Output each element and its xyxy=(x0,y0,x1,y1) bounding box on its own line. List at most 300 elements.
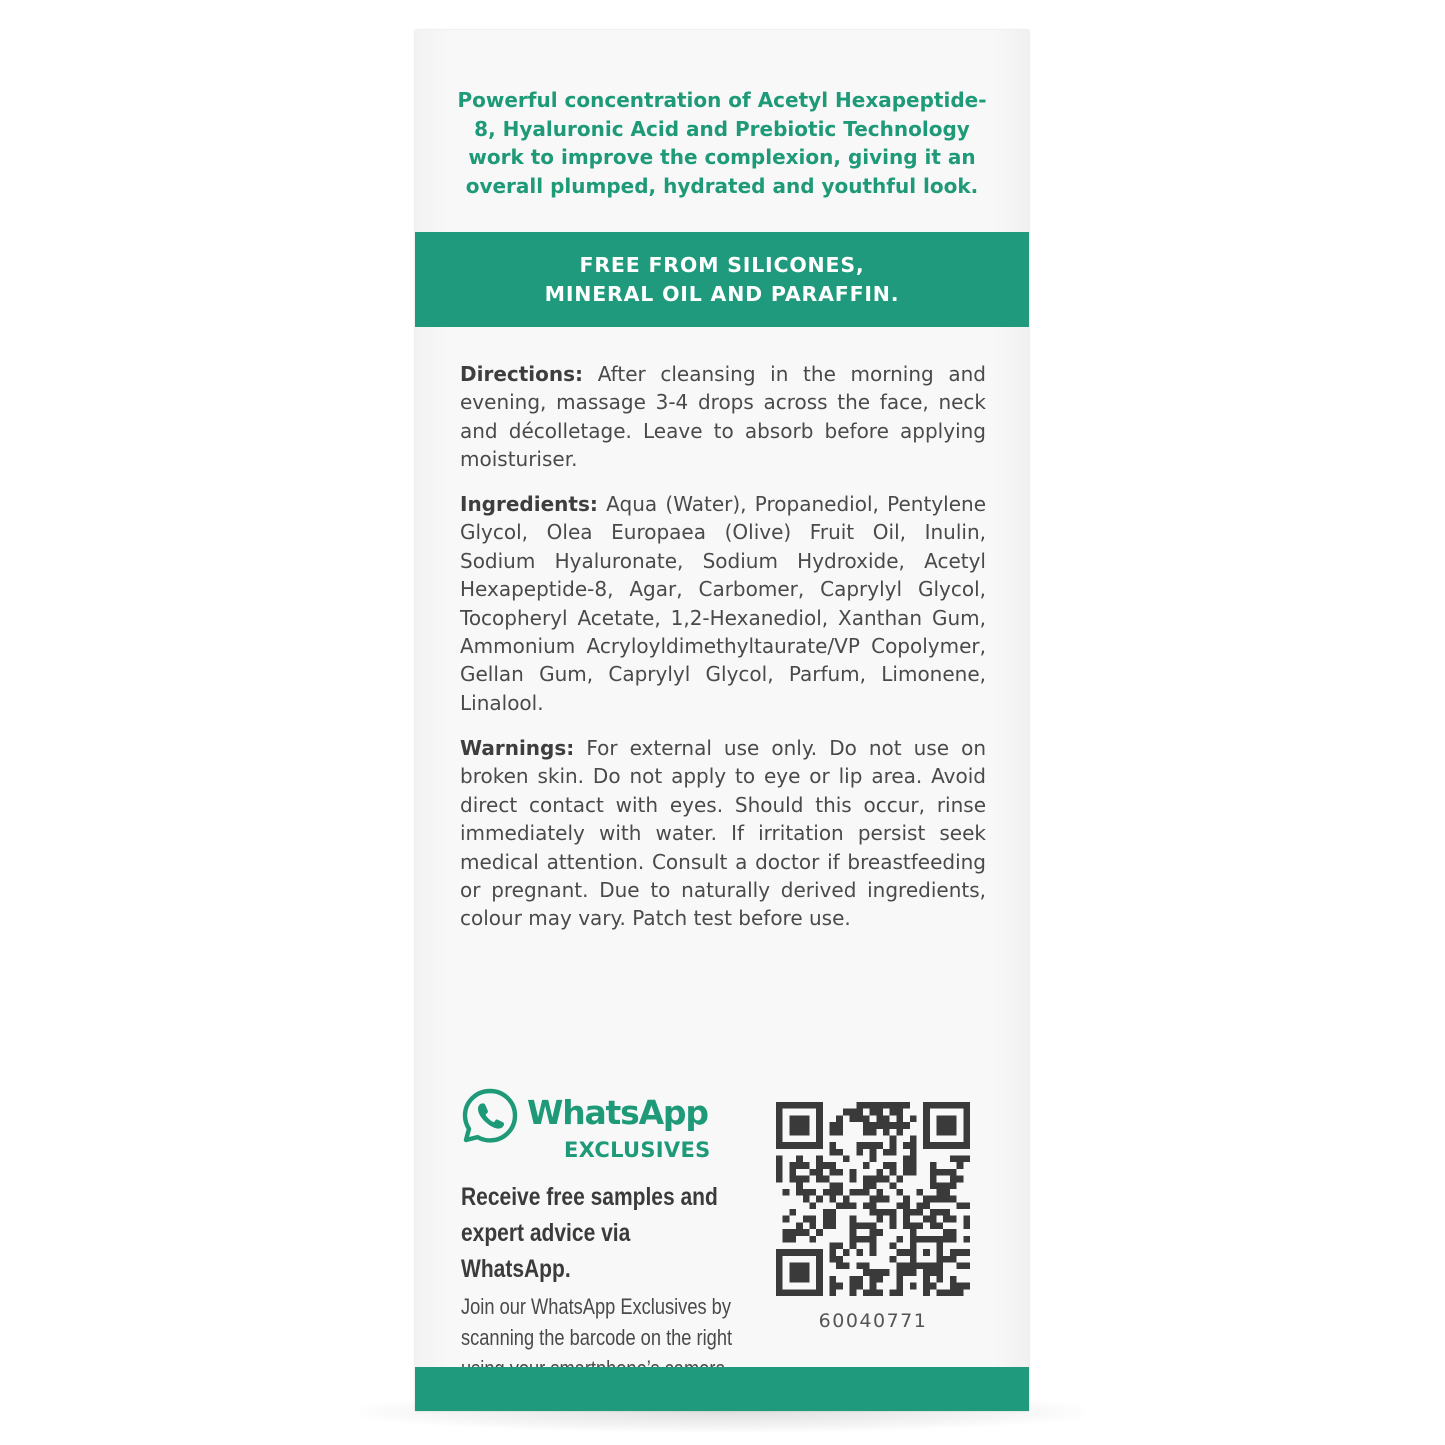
qr-module xyxy=(823,1189,830,1196)
qr-module xyxy=(963,1249,970,1256)
intro-claim: Powerful concentration of Acetyl Hexapeptide-8, Hyaluronic Acid and Prebiotic Technology work to improve the complexion, giving it an overall plumped, hydrated and youthful look. xyxy=(457,88,987,198)
qr-module xyxy=(916,1222,923,1229)
qr-module xyxy=(890,1256,897,1263)
qr-module xyxy=(937,1169,944,1176)
qr-module xyxy=(957,1283,964,1290)
qr-module xyxy=(876,1169,883,1176)
qr-finder-center xyxy=(789,1263,809,1283)
whatsapp-logo xyxy=(461,1087,751,1167)
qr-module xyxy=(930,1269,937,1276)
qr-module xyxy=(950,1182,957,1189)
qr-module xyxy=(950,1276,957,1283)
qr-module xyxy=(850,1169,857,1176)
qr-module xyxy=(789,1169,796,1176)
qr-module xyxy=(850,1109,857,1116)
qr-module xyxy=(923,1276,930,1283)
qr-module xyxy=(950,1169,957,1176)
qr-module xyxy=(803,1162,810,1169)
qr-module xyxy=(783,1236,790,1243)
qr-module xyxy=(890,1142,897,1149)
qr-module xyxy=(870,1209,877,1216)
qr-module xyxy=(890,1102,897,1109)
qr-module xyxy=(963,1216,970,1223)
qr-module xyxy=(870,1129,877,1136)
qr-module xyxy=(963,1222,970,1229)
directions-label: Directions: xyxy=(460,362,584,386)
qr-module xyxy=(943,1182,950,1189)
qr-module xyxy=(890,1109,897,1116)
qr-module xyxy=(950,1229,957,1236)
qr-module xyxy=(843,1156,850,1163)
qr-module xyxy=(850,1216,857,1223)
qr-module xyxy=(830,1196,837,1203)
qr-module xyxy=(870,1122,877,1129)
qr-module xyxy=(876,1269,883,1276)
qr-module xyxy=(950,1176,957,1183)
qr-module xyxy=(896,1269,903,1276)
qr-module xyxy=(910,1135,917,1142)
qr-module xyxy=(876,1196,883,1203)
qr-module xyxy=(870,1236,877,1243)
qr-module xyxy=(903,1216,910,1223)
qr-module xyxy=(930,1209,937,1216)
qr-module xyxy=(783,1216,790,1223)
qr-module xyxy=(870,1176,877,1183)
qr-module xyxy=(896,1189,903,1196)
qr-module xyxy=(856,1109,863,1116)
qr-module xyxy=(776,1169,783,1176)
qr-module xyxy=(903,1169,910,1176)
qr-module xyxy=(789,1236,796,1243)
qr-module xyxy=(876,1189,883,1196)
qr-code-number: 60040771 xyxy=(818,1310,928,1332)
qr-module xyxy=(930,1283,937,1290)
qr-module xyxy=(890,1182,897,1189)
qr-module xyxy=(863,1122,870,1129)
qr-module xyxy=(870,1196,877,1203)
qr-module xyxy=(943,1196,950,1203)
qr-module xyxy=(863,1189,870,1196)
qr-module xyxy=(903,1209,910,1216)
qr-module xyxy=(830,1249,837,1256)
qr-module xyxy=(776,1156,783,1163)
qr-module xyxy=(863,1182,870,1189)
qr-module xyxy=(830,1289,837,1296)
qr-module xyxy=(910,1283,917,1290)
qr-module xyxy=(870,1182,877,1189)
qr-module xyxy=(950,1236,957,1243)
qr-module xyxy=(950,1216,957,1223)
qr-module xyxy=(796,1156,803,1163)
qr-module xyxy=(943,1289,950,1296)
qr-module xyxy=(937,1276,944,1283)
qr-module xyxy=(876,1122,883,1129)
qr-module xyxy=(883,1149,890,1156)
qr-module xyxy=(916,1189,923,1196)
whatsapp-brand-name: WhatsApp xyxy=(527,1093,708,1132)
qr-module xyxy=(910,1269,917,1276)
qr-module xyxy=(890,1209,897,1216)
qr-module xyxy=(856,1189,863,1196)
qr-module xyxy=(856,1222,863,1229)
qr-module xyxy=(836,1189,843,1196)
qr-module xyxy=(903,1222,910,1229)
qr-module xyxy=(870,1229,877,1236)
qr-module xyxy=(896,1202,903,1209)
qr-module xyxy=(870,1102,877,1109)
qr-code xyxy=(776,1102,970,1296)
free-from-banner xyxy=(415,232,1029,327)
qr-module xyxy=(850,1202,857,1209)
qr-module xyxy=(856,1102,863,1109)
qr-module xyxy=(816,1196,823,1203)
qr-module xyxy=(903,1269,910,1276)
qr-module xyxy=(910,1162,917,1169)
qr-module xyxy=(896,1122,903,1129)
qr-module xyxy=(870,1202,877,1209)
qr-module xyxy=(863,1176,870,1183)
qr-module xyxy=(930,1216,937,1223)
qr-module xyxy=(816,1169,823,1176)
qr-module xyxy=(863,1202,870,1209)
warnings-text: For external use only. Do not use on broken skin. Do not apply to eye or lip area. Avoid direct contact with eyes. Should this occur, rinse immediately with water. If irritation persist seek medical attention. Consult a doctor if breastfeeding or pregnant. Due to naturally derived ingredients, colour may vary. Patch test before use. xyxy=(460,736,987,931)
qr-module xyxy=(903,1263,910,1270)
qr-module xyxy=(856,1115,863,1122)
qr-module xyxy=(896,1176,903,1183)
qr-module xyxy=(883,1209,890,1216)
qr-module xyxy=(809,1202,816,1209)
qr-module xyxy=(910,1149,917,1156)
qr-module xyxy=(903,1196,910,1203)
qr-module xyxy=(963,1202,970,1209)
qr-module xyxy=(843,1202,850,1209)
qr-module xyxy=(896,1129,903,1136)
qr-module xyxy=(957,1289,964,1296)
qr-module xyxy=(883,1122,890,1129)
qr-module xyxy=(876,1102,883,1109)
qr-module xyxy=(856,1263,863,1270)
qr-module xyxy=(836,1263,843,1270)
qr-module xyxy=(937,1289,944,1296)
qr-module xyxy=(830,1222,837,1229)
qr-module xyxy=(957,1249,964,1256)
qr-module xyxy=(796,1176,803,1183)
qr-module xyxy=(890,1169,897,1176)
qr-module xyxy=(957,1263,964,1270)
qr-alignment-center xyxy=(923,1249,930,1256)
warnings-label: Warnings: xyxy=(460,736,575,760)
qr-module xyxy=(950,1156,957,1163)
qr-module xyxy=(863,1102,870,1109)
qr-module xyxy=(809,1222,816,1229)
qr-module xyxy=(836,1283,843,1290)
qr-module xyxy=(823,1209,830,1216)
qr-module xyxy=(937,1182,944,1189)
qr-module xyxy=(923,1269,930,1276)
qr-module xyxy=(816,1162,823,1169)
qr-module xyxy=(850,1276,857,1283)
qr-module xyxy=(910,1209,917,1216)
qr-module xyxy=(863,1269,870,1276)
qr-module xyxy=(850,1242,857,1249)
qr-module xyxy=(836,1122,843,1129)
qr-module xyxy=(950,1289,957,1296)
qr-module xyxy=(943,1216,950,1223)
ingredients-label: Ingredients: xyxy=(460,492,598,516)
qr-module xyxy=(870,1289,877,1296)
qr-module xyxy=(876,1142,883,1149)
qr-module xyxy=(850,1229,857,1236)
qr-module xyxy=(789,1176,796,1183)
qr-module xyxy=(850,1176,857,1183)
qr-module xyxy=(896,1276,903,1283)
qr-module xyxy=(789,1209,796,1216)
qr-module xyxy=(830,1283,837,1290)
qr-module xyxy=(870,1222,877,1229)
qr-module xyxy=(783,1229,790,1236)
qr-module xyxy=(809,1216,816,1223)
qr-module xyxy=(910,1222,917,1229)
qr-module xyxy=(836,1202,843,1209)
bottom-green-band xyxy=(415,1367,1029,1411)
qr-module xyxy=(923,1216,930,1223)
qr-module xyxy=(916,1209,923,1216)
qr-module xyxy=(896,1249,903,1256)
qr-module xyxy=(816,1229,823,1236)
qr-module xyxy=(830,1162,837,1169)
qr-module xyxy=(876,1276,883,1283)
qr-module xyxy=(870,1156,877,1163)
qr-module xyxy=(830,1189,837,1196)
qr-module xyxy=(870,1142,877,1149)
qr-module xyxy=(863,1263,870,1270)
qr-module xyxy=(856,1283,863,1290)
qr-module xyxy=(803,1189,810,1196)
qr-module xyxy=(843,1196,850,1203)
whatsapp-exclusives-label: EXCLUSIVES xyxy=(564,1138,711,1162)
qr-module xyxy=(876,1229,883,1236)
qr-module xyxy=(896,1115,903,1122)
qr-module xyxy=(950,1249,957,1256)
qr-module xyxy=(830,1129,837,1136)
qr-module xyxy=(896,1109,903,1116)
qr-module xyxy=(830,1216,837,1223)
qr-module xyxy=(923,1202,930,1209)
qr-module xyxy=(943,1256,950,1263)
qr-module xyxy=(816,1156,823,1163)
qr-module xyxy=(856,1236,863,1243)
qr-module xyxy=(896,1236,903,1243)
ingredients-paragraph xyxy=(460,490,986,717)
qr-module xyxy=(950,1196,957,1203)
qr-module xyxy=(863,1115,870,1122)
qr-module xyxy=(950,1283,957,1290)
qr-module xyxy=(883,1115,890,1122)
qr-module xyxy=(830,1149,837,1156)
qr-finder-center xyxy=(937,1115,957,1135)
qr-module xyxy=(943,1169,950,1176)
qr-module xyxy=(883,1269,890,1276)
qr-module xyxy=(863,1222,870,1229)
qr-module xyxy=(830,1142,837,1149)
qr-module xyxy=(937,1222,944,1229)
qr-module xyxy=(910,1115,917,1122)
qr-module xyxy=(836,1115,843,1122)
qr-module xyxy=(856,1276,863,1283)
qr-module xyxy=(930,1169,937,1176)
qr-module xyxy=(856,1142,863,1149)
qr-module xyxy=(809,1236,816,1243)
qr-module xyxy=(903,1249,910,1256)
qr-module xyxy=(943,1229,950,1236)
qr-module xyxy=(876,1115,883,1122)
qr-module xyxy=(830,1256,837,1263)
qr-module xyxy=(910,1156,917,1163)
qr-module xyxy=(943,1236,950,1243)
directions-paragraph xyxy=(460,360,986,474)
qr-module xyxy=(883,1196,890,1203)
qr-module xyxy=(923,1196,930,1203)
qr-module xyxy=(836,1129,843,1136)
qr-module xyxy=(870,1269,877,1276)
qr-module xyxy=(856,1149,863,1156)
qr-module xyxy=(876,1176,883,1183)
qr-module xyxy=(903,1142,910,1149)
whatsapp-icon xyxy=(461,1087,519,1145)
qr-module xyxy=(957,1202,964,1209)
qr-module xyxy=(930,1222,937,1229)
qr-module xyxy=(863,1162,870,1169)
qr-module xyxy=(816,1176,823,1183)
qr-module xyxy=(850,1115,857,1122)
qr-module xyxy=(963,1236,970,1243)
qr-module xyxy=(870,1283,877,1290)
qr-module xyxy=(809,1169,816,1176)
qr-module xyxy=(883,1162,890,1169)
qr-module xyxy=(890,1222,897,1229)
qr-module xyxy=(809,1189,816,1196)
qr-module xyxy=(957,1176,964,1183)
qr-module xyxy=(836,1256,843,1263)
qr-module xyxy=(903,1122,910,1129)
qr-module xyxy=(836,1242,843,1249)
qr-module xyxy=(930,1176,937,1183)
qr-module xyxy=(830,1169,837,1176)
qr-module xyxy=(830,1242,837,1249)
qr-module xyxy=(783,1189,790,1196)
qr-module xyxy=(937,1209,944,1216)
qr-module xyxy=(870,1149,877,1156)
qr-module xyxy=(870,1109,877,1116)
qr-module xyxy=(776,1176,783,1183)
qr-module xyxy=(896,1289,903,1296)
qr-module xyxy=(870,1249,877,1256)
qr-module xyxy=(776,1162,783,1169)
qr-module xyxy=(870,1276,877,1283)
qr-module xyxy=(863,1289,870,1296)
qr-module xyxy=(896,1263,903,1270)
qr-module xyxy=(850,1236,857,1243)
qr-module xyxy=(836,1182,843,1189)
qr-module xyxy=(930,1182,937,1189)
free-from-text: FREE FROM SILICONES, MINERAL OIL AND PARAFFIN. xyxy=(544,252,900,306)
qr-module xyxy=(916,1202,923,1209)
qr-module xyxy=(796,1222,803,1229)
qr-module xyxy=(910,1169,917,1176)
qr-module xyxy=(823,1216,830,1223)
qr-module xyxy=(890,1242,897,1249)
qr-module xyxy=(890,1122,897,1129)
qr-module xyxy=(863,1236,870,1243)
qr-module xyxy=(950,1256,957,1263)
qr-module xyxy=(830,1276,837,1283)
qr-module xyxy=(930,1162,937,1169)
qr-module xyxy=(876,1109,883,1116)
qr-module xyxy=(923,1289,930,1296)
qr-module xyxy=(803,1216,810,1223)
qr-module xyxy=(876,1216,883,1223)
product-box-side-panel xyxy=(415,30,1029,1411)
qr-module xyxy=(803,1229,810,1236)
qr-module xyxy=(823,1222,830,1229)
qr-module xyxy=(890,1162,897,1169)
qr-module xyxy=(796,1229,803,1236)
qr-module xyxy=(863,1129,870,1136)
qr-module xyxy=(823,1176,830,1183)
qr-module xyxy=(903,1162,910,1169)
qr-module xyxy=(796,1189,803,1196)
qr-module xyxy=(923,1283,930,1290)
qr-module xyxy=(863,1142,870,1149)
qr-module xyxy=(896,1102,903,1109)
qr-module xyxy=(856,1249,863,1256)
qr-module xyxy=(943,1189,950,1196)
whatsapp-instructions: Join our WhatsApp Exclusives by scanning the barcode on the right xyxy=(461,1294,733,1350)
whatsapp-promo xyxy=(461,1087,751,1384)
qr-module xyxy=(823,1162,830,1169)
qr-module xyxy=(843,1263,850,1270)
qr-module xyxy=(943,1209,950,1216)
qr-module xyxy=(937,1269,944,1276)
qr-module xyxy=(883,1176,890,1183)
ingredients-text: Aqua (Water), Propanediol, Pentylene Glycol, Olea Europaea (Olive) Fruit Oil, Inulin, Sodium Hyaluronate, Sodium Hydroxide, Acetyl Hexapeptide-8, Agar, Carbomer, Caprylyl Glycol, Tocopheryl Acetate, 1,2-Hexanediol, Xanthan Gum, Ammonium Acryloyldimethyltaurate/VP Copolymer, Gellan Gum, Caprylyl Glycol, Parfum, Limonene, Linalool. xyxy=(460,492,986,715)
qr-module xyxy=(836,1149,843,1156)
qr-module xyxy=(796,1182,803,1189)
qr-module xyxy=(830,1182,837,1189)
qr-module xyxy=(930,1196,937,1203)
qr-module xyxy=(830,1209,837,1216)
qr-module xyxy=(803,1196,810,1203)
qr-finder-center xyxy=(789,1115,809,1135)
qr-module xyxy=(890,1289,897,1296)
qr-module xyxy=(890,1149,897,1156)
directions-text: After cleansing in the morning and evening, massage 3-4 drops across the face, neck and décolletage. Leave to absorb before applying moisturiser. xyxy=(460,362,987,472)
qr-module xyxy=(876,1289,883,1296)
qr-module xyxy=(850,1189,857,1196)
qr-module xyxy=(937,1196,944,1203)
qr-module xyxy=(890,1216,897,1223)
qr-module xyxy=(843,1109,850,1116)
qr-module xyxy=(883,1102,890,1109)
qr-module xyxy=(963,1156,970,1163)
warnings-paragraph xyxy=(460,734,986,933)
qr-module xyxy=(850,1283,857,1290)
qr-module xyxy=(910,1229,917,1236)
qr-module xyxy=(957,1162,964,1169)
qr-module xyxy=(890,1135,897,1142)
qr-module xyxy=(803,1176,810,1183)
qr-module xyxy=(957,1156,964,1163)
